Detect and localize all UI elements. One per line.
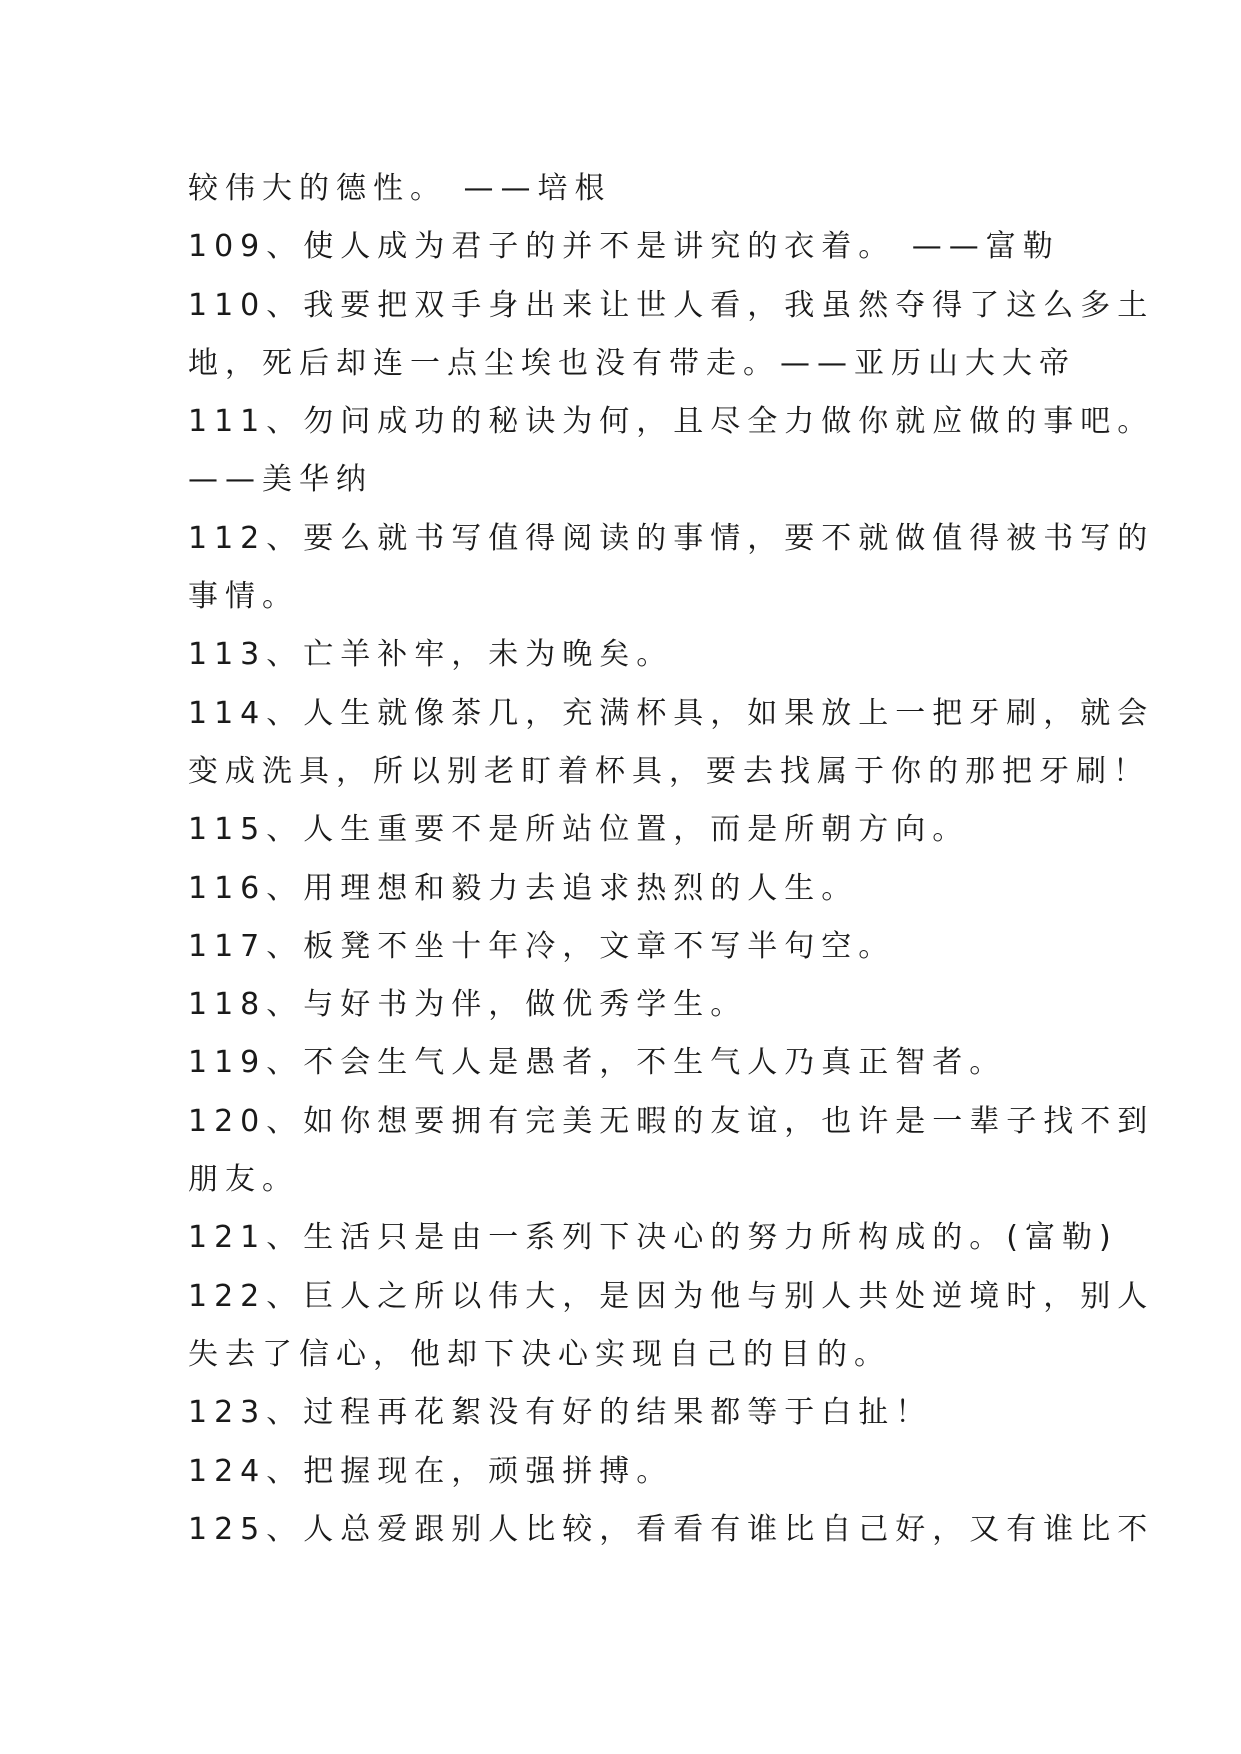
text-line: 122、巨人之所以伟大，是因为他与别人共处逆境时，别人	[188, 1278, 1155, 1314]
text-line: 较伟大的德性。 ——培根	[188, 171, 612, 206]
text-line: 116、用理想和毅力去追求热烈的人生。	[188, 870, 859, 906]
text-line: 118、与好书为伴，做优秀学生。	[188, 987, 748, 1023]
text-line: 113、亡羊补牢，未为晚矣。	[188, 637, 674, 673]
text-line: 109、使人成为君子的并不是讲究的衣着。 ——富勒	[188, 229, 1060, 265]
text-line: 朋友。	[188, 1162, 299, 1198]
text-line: 121、生活只是由一系列下决心的努力所构成的。(富勒)	[188, 1220, 1118, 1256]
text-line: 事情。	[188, 579, 299, 615]
text-line: 110、我要把双手身出来让世人看，我虽然夺得了这么多土	[188, 287, 1155, 323]
text-line: 125、人总爱跟别人比较，看看有谁比自己好，又有谁比不	[188, 1511, 1155, 1547]
text-line: 120、如你想要拥有完美无暇的友谊，也许是一辈子找不到	[188, 1103, 1155, 1139]
text-line: ——美华纳	[188, 462, 373, 498]
text-line: 114、人生就像茶几，充满杯具，如果放上一把牙刷，就会	[188, 695, 1155, 731]
text-line: 地，死后却连一点尘埃也没有带走。——亚历山大大帝	[188, 345, 1076, 381]
text-line: 变成洗具，所以别老盯着杯具，要去找属于你的那把牙刷！	[188, 753, 1150, 789]
text-line: 117、板凳不坐十年冷，文章不写半句空。	[188, 928, 896, 964]
quotes-text-block	[188, 160, 1155, 1559]
text-line: 123、过程再花絮没有好的结果都等于白扯！	[188, 1395, 933, 1431]
text-line: 111、勿问成功的秘诀为何，且尽全力做你就应做的事吧。	[188, 404, 1155, 440]
text-line: 124、把握现在，顽强拼搏。	[188, 1453, 674, 1489]
text-line: 失去了信心，他却下决心实现自己的目的。	[188, 1336, 891, 1372]
text-line: 112、要么就书写值得阅读的事情，要不就做值得被书写的	[188, 520, 1155, 556]
text-line: 115、人生重要不是所站位置，而是所朝方向。	[188, 812, 970, 848]
text-line: 119、不会生气人是愚者，不生气人乃真正智者。	[188, 1045, 1007, 1081]
